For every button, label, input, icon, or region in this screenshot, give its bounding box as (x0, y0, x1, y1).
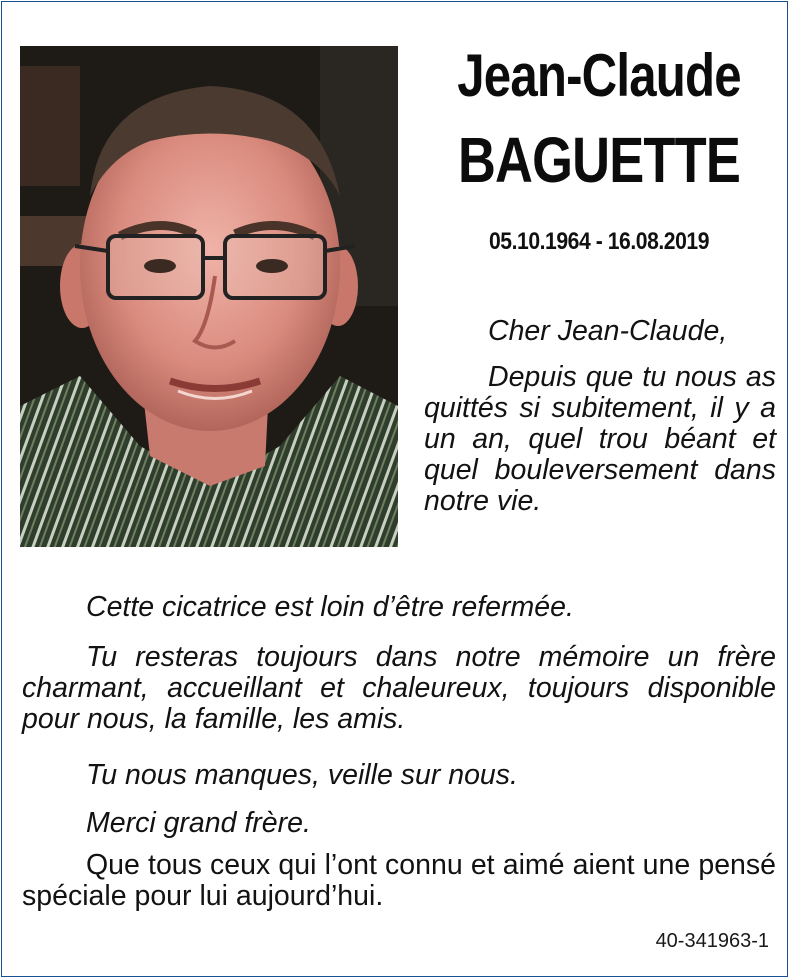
paragraph-3: Tu resteras toujours dans notre mémoire un frère charmant, accueillant et chaleureux, toujours disponible pour nous, la famille, les amis. (22, 641, 776, 735)
obituary-frame (1, 1, 788, 977)
life-dates: 05.10.1964 - 16.08.2019 (488, 228, 710, 255)
paragraph-4: Tu nous manques, veille sur nous. (86, 759, 518, 791)
first-name: Jean-Claude (457, 42, 741, 109)
paragraph-5: Merci grand frère. (86, 807, 311, 839)
paragraph-6: Que tous ceux qui l’ont connu et aimé aient une pensé spéciale pour lui aujourd’hui. (22, 849, 776, 912)
paragraph-2: Cette cicatrice est loin d’être refermée. (86, 591, 574, 623)
last-name: BAGUETTE (457, 124, 741, 196)
greeting: Cher Jean-Claude, (488, 315, 728, 347)
portrait-photo (20, 46, 398, 547)
paragraph-1: Depuis que tu nous as quittés si subitement, il y a un an, quel trou béant et quel bouleversement dans notre vie. (424, 361, 776, 517)
reference-number: 40-341963-1 (655, 930, 769, 952)
